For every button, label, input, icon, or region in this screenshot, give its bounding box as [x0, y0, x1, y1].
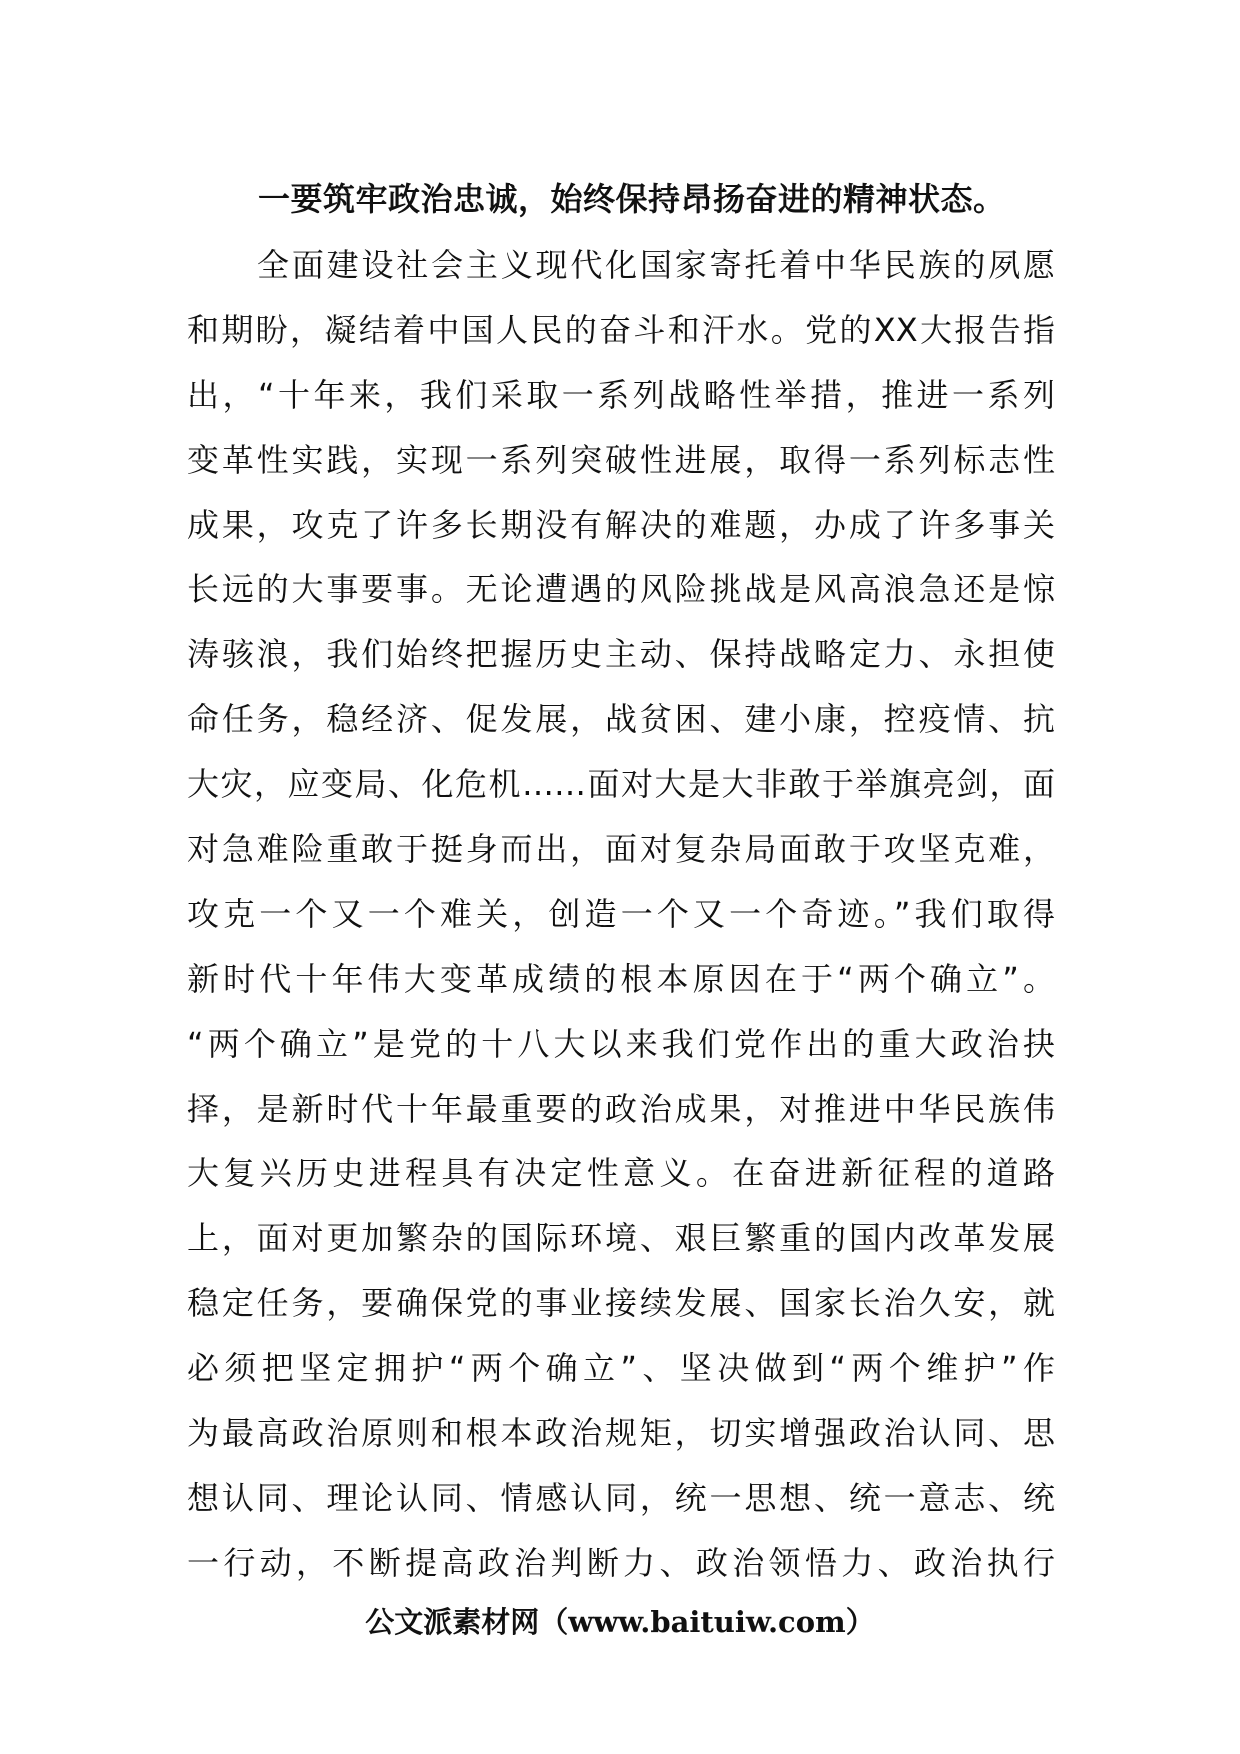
text-line: 涛骇浪，我们始终把握历史主动、保持战略定力、永担使 — [187, 635, 1055, 674]
text-line: 一行动，不断提高政治判断力、政治领悟力、政治执行 — [187, 1543, 1055, 1582]
text-line: 上，面对更加繁杂的国际环境、艰巨繁重的国内改革发展 — [187, 1219, 1055, 1258]
section-heading: 一要筑牢政治忠诚，始终保持昂扬奋进的精神状态。 — [258, 180, 1006, 218]
text-line: 出，“十年来，我们采取一系列战略性举措，推进一系列 — [187, 375, 1055, 414]
text-line: 对急难险重敢于挺身而出，面对复杂局面敢于攻坚克难， — [187, 830, 1055, 869]
text-line: 和期盼，凝结着中国人民的奋斗和汗水。党的XX大报告指 — [187, 310, 1055, 349]
text-line: 为最高政治原则和根本政治规矩，切实增强政治认同、思 — [187, 1414, 1055, 1453]
text-line: 大复兴历史进程具有决定性意义。在奋进新征程的道路 — [187, 1154, 1055, 1193]
text-line: “两个确立”是党的十八大以来我们党作出的重大政治抉 — [187, 1024, 1055, 1063]
text-line: 变革性实践，实现一系列突破性进展，取得一系列标志性 — [187, 440, 1055, 479]
text-line: 稳定任务，要确保党的事业接续发展、国家长治久安，就 — [187, 1284, 1055, 1323]
text-line: 想认同、理论认同、情感认同，统一思想、统一意志、统 — [187, 1478, 1055, 1517]
text-line: 新时代十年伟大变革成绩的根本原因在于“两个确立”。 — [187, 959, 1055, 998]
text-line: 长远的大事要事。无论遭遇的风险挑战是风高浪急还是惊 — [187, 570, 1055, 609]
text-line: 大灾，应变局、化危机……面对大是大非敢于举旗亮剑，面 — [187, 765, 1055, 804]
source-footer: 公文派素材网（www.baituiw.com） — [365, 1605, 875, 1639]
text-line: 必须把坚定拥护“两个确立”、坚决做到“两个维护”作 — [187, 1349, 1055, 1388]
text-line: 全面建设社会主义现代化国家寄托着中华民族的夙愿 — [257, 246, 1055, 284]
text-line: 成果，攻克了许多长期没有解决的难题，办成了许多事关 — [187, 505, 1055, 544]
text-line: 命任务，稳经济、促发展，战贫困、建小康，控疫情、抗 — [187, 700, 1055, 739]
text-line: 攻克一个又一个难关，创造一个又一个奇迹。”我们取得 — [187, 894, 1055, 933]
text-line: 择，是新时代十年最重要的政治成果，对推进中华民族伟 — [187, 1089, 1055, 1128]
body-text — [187, 233, 1055, 1596]
